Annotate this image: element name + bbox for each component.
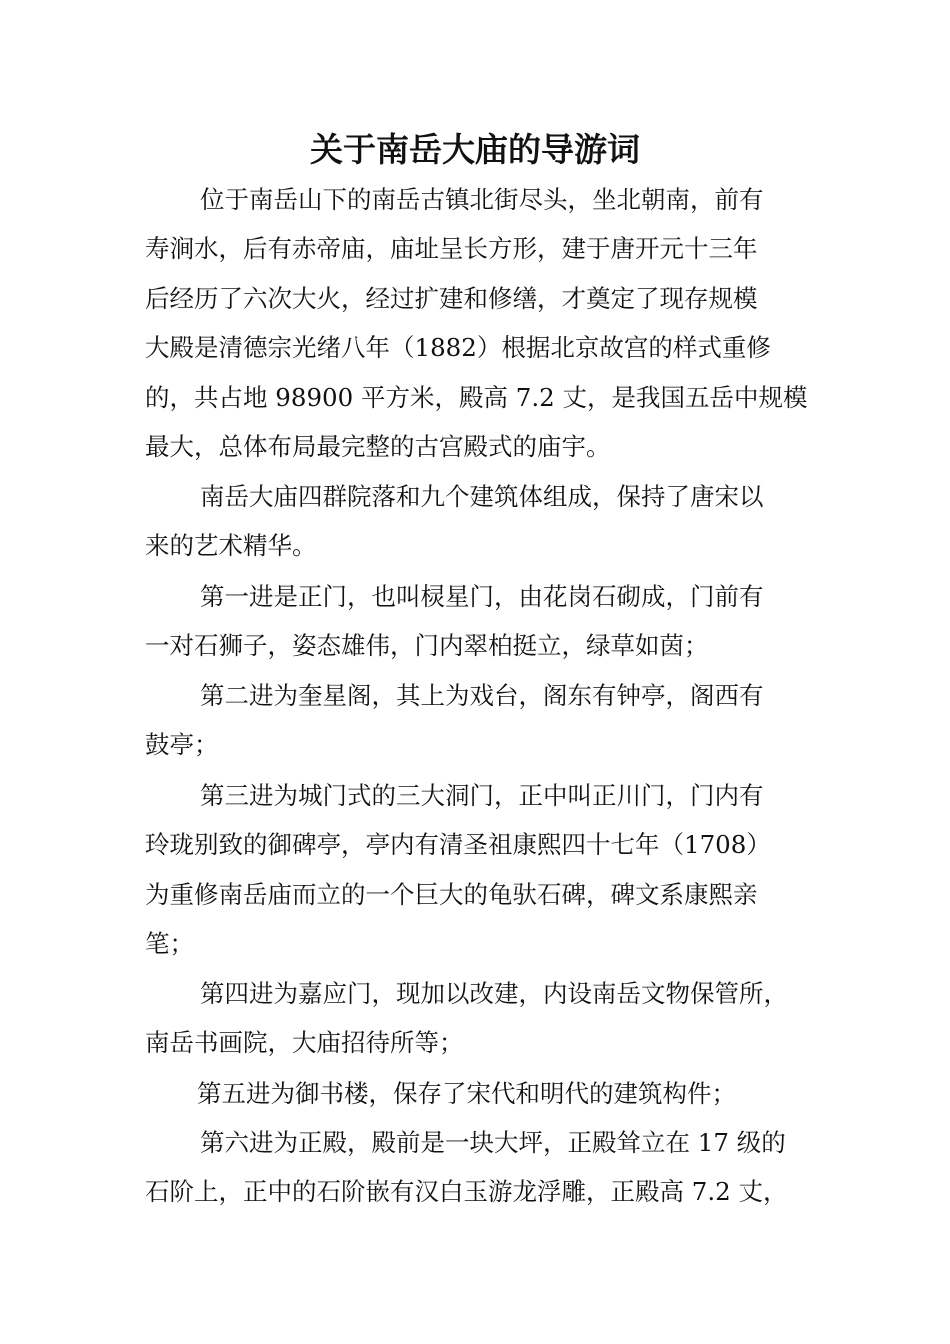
text-line: 为重修南岳庙而立的一个巨大的龟驮石碑，碑文系康熙亲 bbox=[145, 880, 758, 909]
document-title: 关于南岳大庙的导游词 bbox=[310, 130, 640, 169]
text-line: 南岳书画院，大庙招待所等； bbox=[145, 1028, 464, 1057]
text-line: 第二进为奎星阁，其上为戏台，阁东有钟亭，阁西有 bbox=[200, 681, 764, 710]
text-line: 石阶上，正中的石阶嵌有汉白玉游龙浮雕，正殿高 7.2 丈， bbox=[145, 1177, 788, 1206]
text-line: 第六进为正殿，殿前是一块大坪，正殿耸立在 17 级的 bbox=[200, 1128, 786, 1157]
text-line: 位于南岳山下的南岳古镇北街尽头，坐北朝南，前有 bbox=[200, 185, 764, 214]
text-line: 最大，总体布局最完整的古宫殿式的庙宇。 bbox=[145, 432, 611, 461]
text-line: 的，共占地 98900 平方米，殿高 7.2 丈，是我国五岳中规模 bbox=[145, 383, 808, 412]
text-line: 第四进为嘉应门，现加以改建，内设南岳文物保管所， bbox=[200, 979, 788, 1008]
text-line: 后经历了六次大火，经过扩建和修缮，才奠定了现存规模 bbox=[145, 284, 758, 313]
text-line: 寿涧水，后有赤帝庙，庙址呈长方形，建于唐开元十三年 bbox=[145, 234, 758, 263]
text-line: 鼓亭； bbox=[145, 730, 219, 759]
text-line: 第一进是正门，也叫棂星门，由花岗石砌成，门前有 bbox=[200, 582, 764, 611]
text-line: 南岳大庙四群院落和九个建筑体组成，保持了唐宋以 bbox=[200, 482, 764, 511]
text-line: 玲珑别致的御碑亭，亭内有清圣祖康熙四十七年（1708） bbox=[145, 830, 771, 859]
text-line: 第五进为御书楼，保存了宋代和明代的建筑构件； bbox=[197, 1079, 736, 1108]
text-line: 大殿是清德宗光绪八年（1882）根据北京故宫的样式重修 bbox=[145, 333, 771, 362]
text-line: 一对石狮子，姿态雄伟，门内翠柏挺立，绿草如茵； bbox=[145, 631, 709, 660]
text-line: 笔； bbox=[145, 929, 194, 958]
text-line: 第三进为城门式的三大洞门，正中叫正川门，门内有 bbox=[200, 781, 764, 810]
text-line: 来的艺术精华。 bbox=[145, 531, 317, 560]
